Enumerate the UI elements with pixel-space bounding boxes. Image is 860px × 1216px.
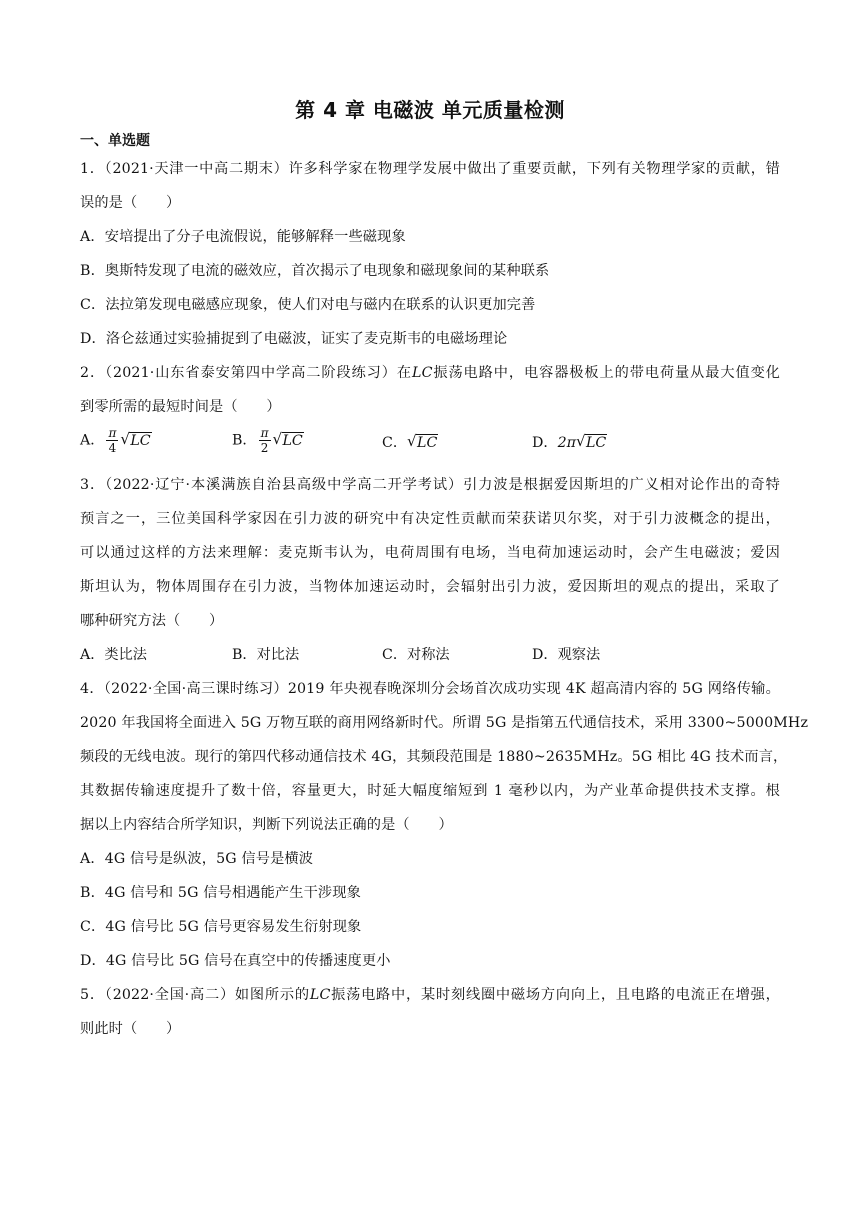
- question-2-line-2: 到零所需的最短时间是（ ）: [80, 399, 281, 415]
- question-1-option-c: C．法拉第发现电磁感应现象，使人们对电与磁内在联系的认识更加完善: [80, 297, 536, 313]
- question-5-line-1: 5．（2022·全国·高二）如图所示的LC振荡电路中，某时刻线圈中磁场方向向上，且电路的电流正在增强，: [80, 987, 780, 1003]
- question-2-option-b: B． $\frac{\pi}{2}$ √ LC: [232, 426, 303, 455]
- question-2-option-d: D．2π √ LC: [532, 432, 607, 451]
- page-title: 第 4 章 电磁波 单元质量检测: [295, 98, 565, 122]
- question-4-line-3: 频段的无线电波。现行的第四代移动通信技术 4G，其频段范围是 1880~2635MHz。5G 相比 4G 技术而言，: [80, 749, 788, 765]
- question-4-line-5: 据以上内容结合所学知识，判断下列说法正确的是（ ）: [80, 817, 453, 833]
- section-heading: 一、单选题: [80, 133, 150, 149]
- question-1-option-b: B．奥斯特发现了电流的磁效应，首次揭示了电现象和磁现象间的某种联系: [80, 263, 550, 279]
- question-1-line-1: 1．（2021·天津一中高二期末）许多科学家在物理学发展中做出了重要贡献，下列有关物理学家的贡献，错: [80, 161, 780, 177]
- question-3-option-c: C．对称法: [382, 647, 450, 663]
- question-3-option-d: D．观察法: [532, 647, 601, 663]
- question-4-option-b: B．4G 信号和 5G 信号相遇能产生干涉现象: [80, 885, 361, 901]
- question-3-option-b: B．对比法: [232, 647, 300, 663]
- question-3-line-5: 哪种研究方法（ ）: [80, 613, 224, 629]
- question-3-line-4: 斯坦认为，物体周围存在引力波，当物体加速运动时，会辐射出引力波，爱因斯坦的观点的提出，采取了: [80, 579, 780, 595]
- question-3-line-1: 3．（2022·辽宁·本溪满族自治县高级中学高二开学考试）引力波是根据爱因斯坦的广义相对论作出的奇特: [80, 477, 780, 493]
- question-2-option-c: C． √ LC: [382, 432, 438, 451]
- question-4-line-1: 4．（2022·全国·高三课时练习）2019 年央视春晚深圳分会场首次成功实现 4K 超高清内容的 5G 网络传输。: [80, 681, 780, 697]
- question-3-line-3: 可以通过这样的方法来理解：麦克斯韦认为，电荷周围有电场，当电荷加速运动时，会产生电磁波；爱因: [80, 545, 780, 561]
- question-3-line-2: 预言之一，三位美国科学家因在引力波的研究中有决定性贡献而荣获诺贝尔奖，对于引力波概念的提出，: [80, 511, 780, 527]
- question-2-line-1: 2．（2021·山东省泰安第四中学高二阶段练习）在LC振荡电路中，电容器极板上的带电荷量从最大值变化: [80, 365, 781, 381]
- question-3-options: [80, 644, 780, 666]
- question-4-line-4: 其数据传输速度提升了数十倍，容量更大，时延大幅度缩短到 1 毫秒以内，为产业革命提供技术支撑。根: [80, 783, 780, 799]
- question-4-option-a: A．4G 信号是纵波，5G 信号是横波: [80, 851, 314, 867]
- question-4-line-2: 2020 年我国将全面进入 5G 万物互联的商用网络新时代。所谓 5G 是指第五代通信技术，采用 3300~5000MHz: [80, 715, 809, 731]
- question-1-line-2: 误的是（ ）: [80, 195, 181, 211]
- question-1-option-d: D．洛仑兹通过实验捕捉到了电磁波，证实了麦克斯韦的电磁场理论: [80, 331, 508, 347]
- question-4-option-d: D．4G 信号比 5G 信号在真空中的传播速度更小: [80, 953, 391, 969]
- question-3-option-a: A．类比法: [80, 647, 147, 663]
- question-4-option-c: C．4G 信号比 5G 信号更容易发生衍射现象: [80, 919, 362, 935]
- question-1-option-a: A．安培提出了分子电流假说，能够解释一些磁现象: [80, 229, 406, 245]
- question-2-option-a: A． $\frac{\pi}{4}$ √ LC: [80, 426, 151, 455]
- question-5-line-2: 则此时（ ）: [80, 1021, 181, 1037]
- question-2-options: [80, 426, 780, 460]
